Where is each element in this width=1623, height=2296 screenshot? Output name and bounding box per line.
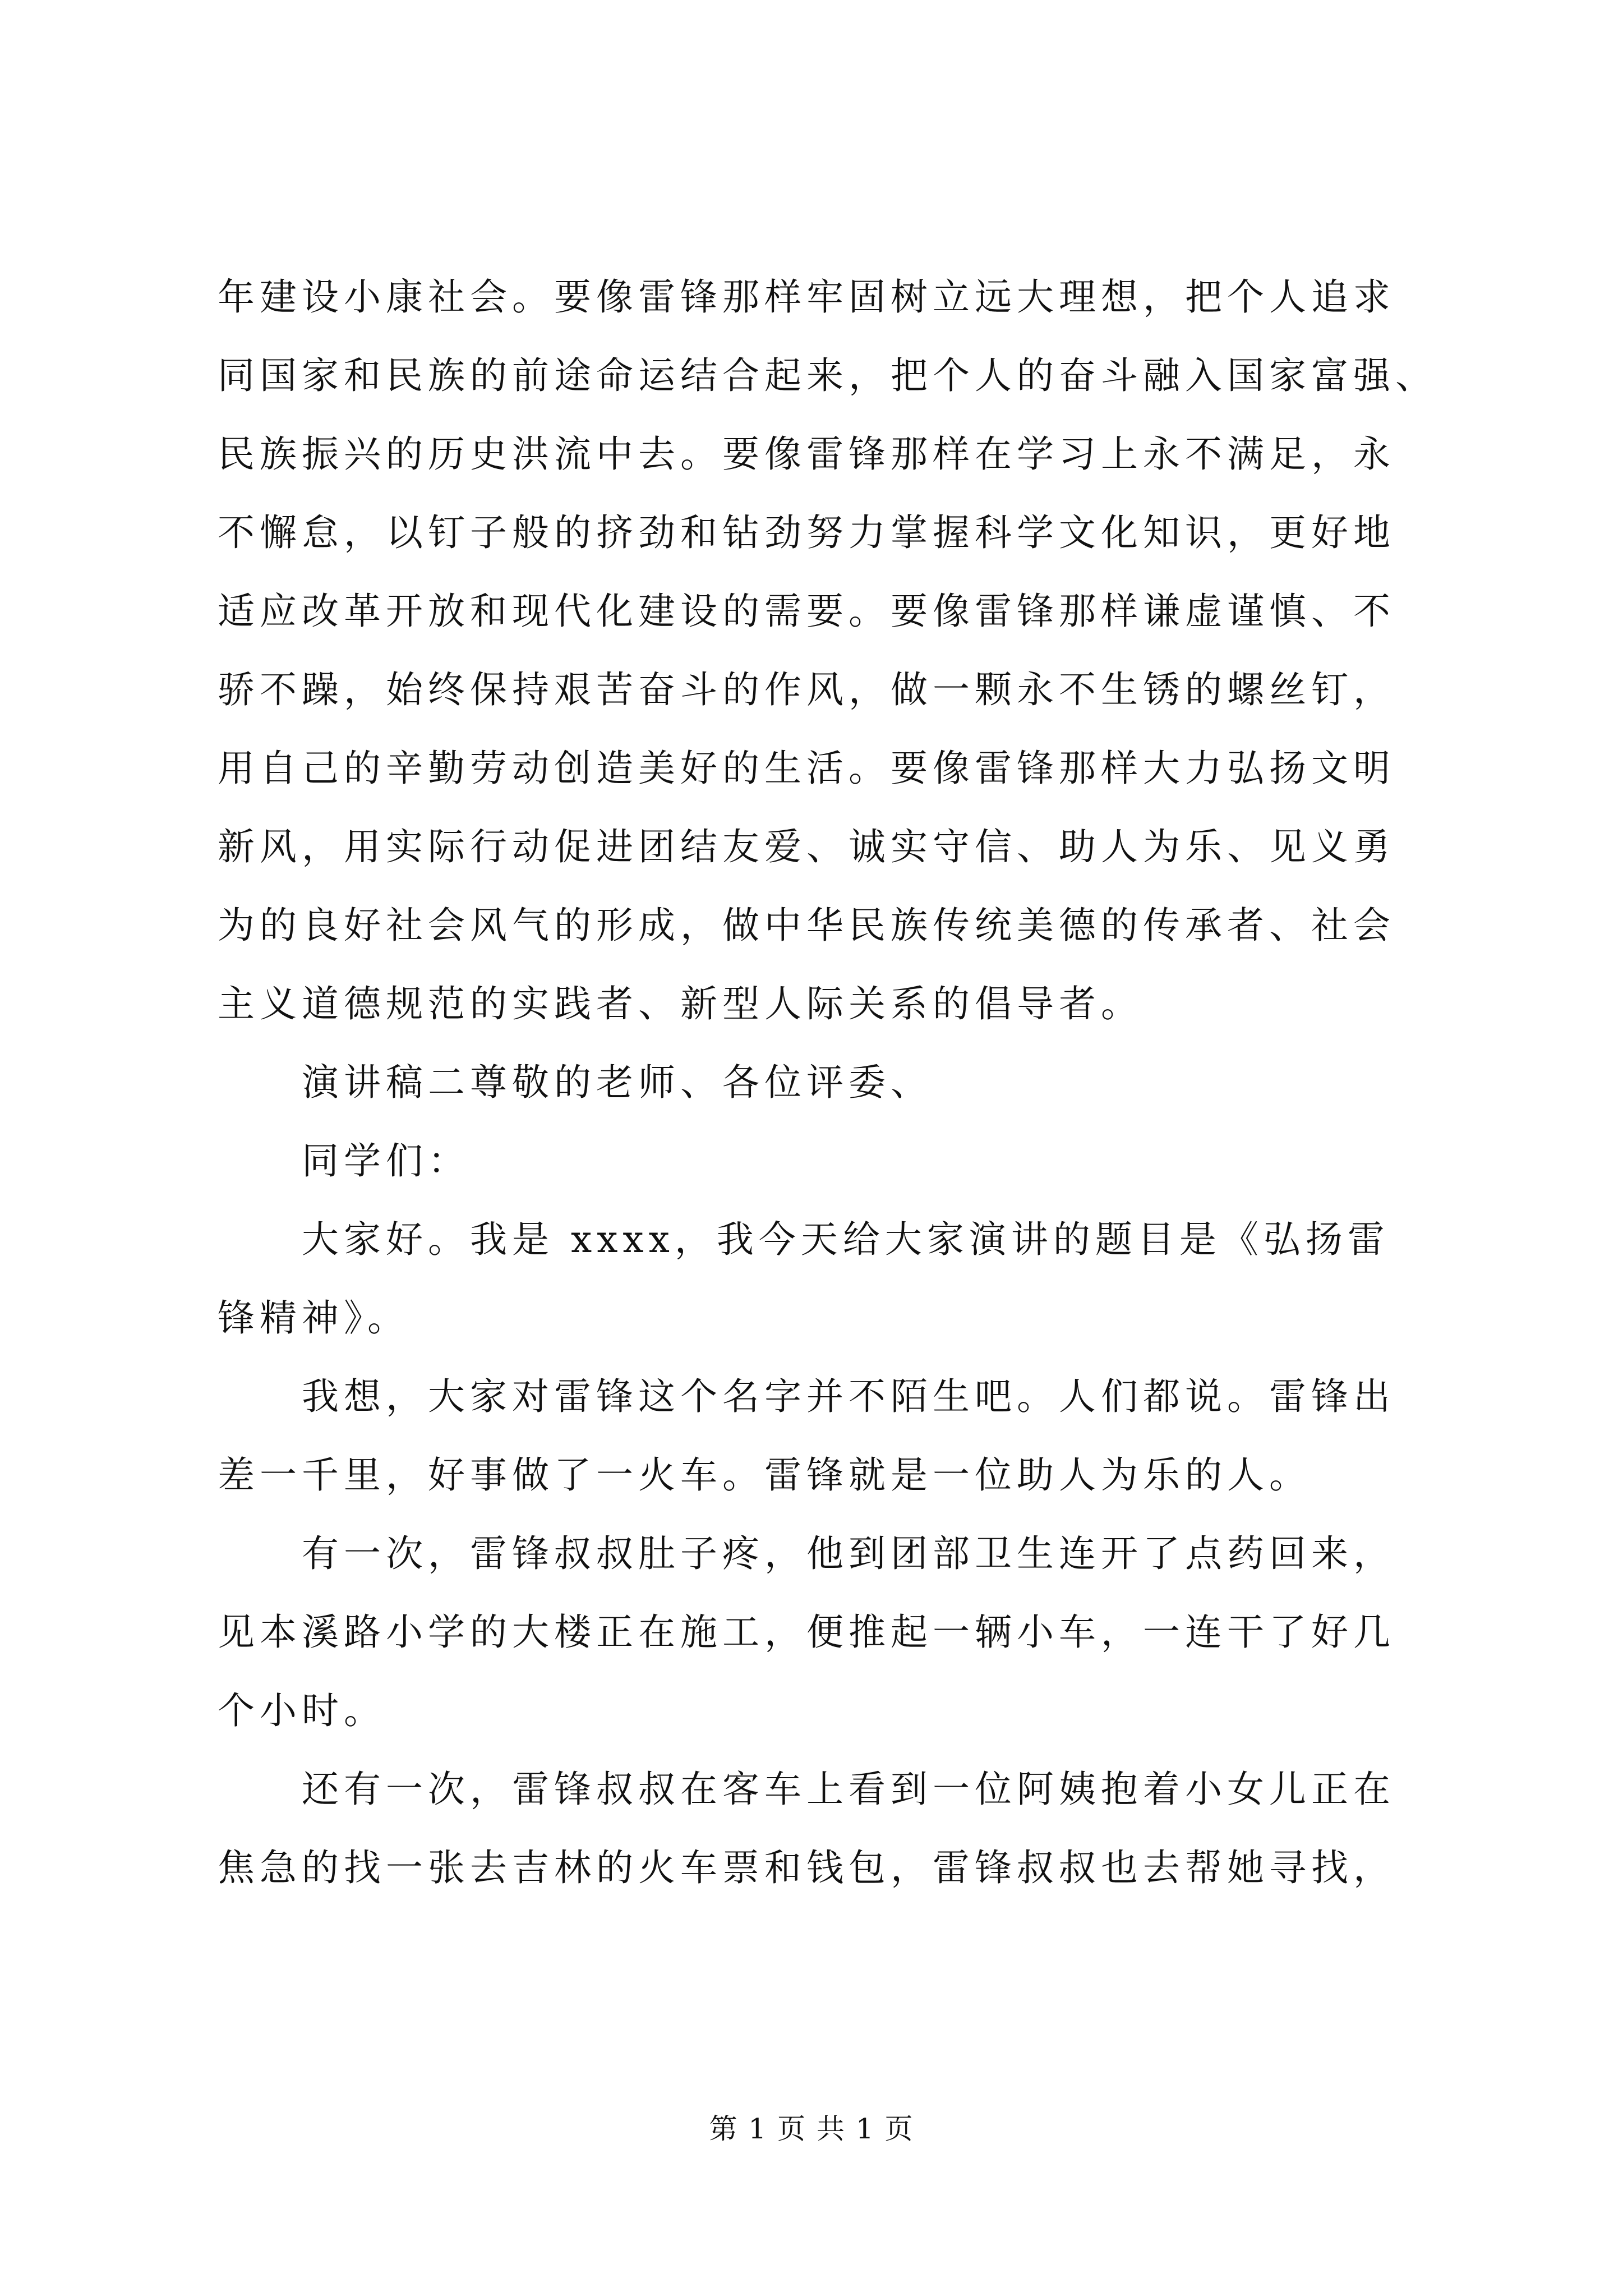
- text-line: 不懈怠，以钉子般的挤劲和钻劲努力掌握科学文化知识，更好地: [218, 511, 1395, 554]
- text-line: 有一次，雷锋叔叔肚子疼，他到团部卫生连开了点药回来，: [302, 1532, 1395, 1575]
- page-footer: 第 1 页 共 1 页: [709, 2113, 914, 2145]
- salutation: 同学们：: [302, 1139, 470, 1182]
- paragraph-heading: 演讲稿二尊敬的老师、各位评委、: [302, 1061, 933, 1104]
- text-line: 我想，大家对雷锋这个名字并不陌生吧。人们都说。雷锋出: [302, 1375, 1395, 1418]
- text-line: 用自己的辛勤劳动创造美好的生活。要像雷锋那样大力弘扬文明: [218, 747, 1395, 790]
- text-line: 同国家和民族的前途命运结合起来，把个人的奋斗融入国家富强、: [218, 354, 1437, 397]
- text-line: 主义道德规范的实践者、新型人际关系的倡导者。: [218, 982, 1143, 1025]
- text-line: 新风，用实际行动促进团结友爱、诚实守信、助人为乐、见义勇: [218, 825, 1395, 868]
- text-line: 差一千里，好事做了一火车。雷锋就是一位助人为乐的人。: [218, 1453, 1311, 1497]
- text-line: 骄不躁，始终保持艰苦奋斗的作风，做一颗永不生锈的螺丝钉，: [218, 668, 1395, 711]
- text-line: 年建设小康社会。要像雷锋那样牢固树立远大理想，把个人追求: [218, 275, 1395, 319]
- text-line: 焦急的找一张去吉林的火车票和钱包，雷锋叔叔也去帮她寻找，: [218, 1846, 1395, 1889]
- text-line: 适应改革开放和现代化建设的需要。要像雷锋那样谦虚谨慎、不: [218, 590, 1395, 633]
- text-line: 锋精神》。: [218, 1296, 409, 1340]
- text-line: 民族振兴的历史洪流中去。要像雷锋那样在学习上永不满足，永: [218, 432, 1395, 476]
- text-line: 个小时。: [218, 1689, 386, 1732]
- document-body: [218, 258, 1474, 1907]
- text-line: 大家好。我是 xxxx，我今天给大家演讲的题目是《弘扬雷: [302, 1218, 1390, 1261]
- text-line: 还有一次，雷锋叔叔在客车上看到一位阿姨抱着小女儿正在: [302, 1768, 1395, 1811]
- text-line: 为的良好社会风气的形成，做中华民族传统美德的传承者、社会: [218, 904, 1395, 947]
- text-line: 见本溪路小学的大楼正在施工，便推起一辆小车，一连干了好几: [218, 1611, 1395, 1654]
